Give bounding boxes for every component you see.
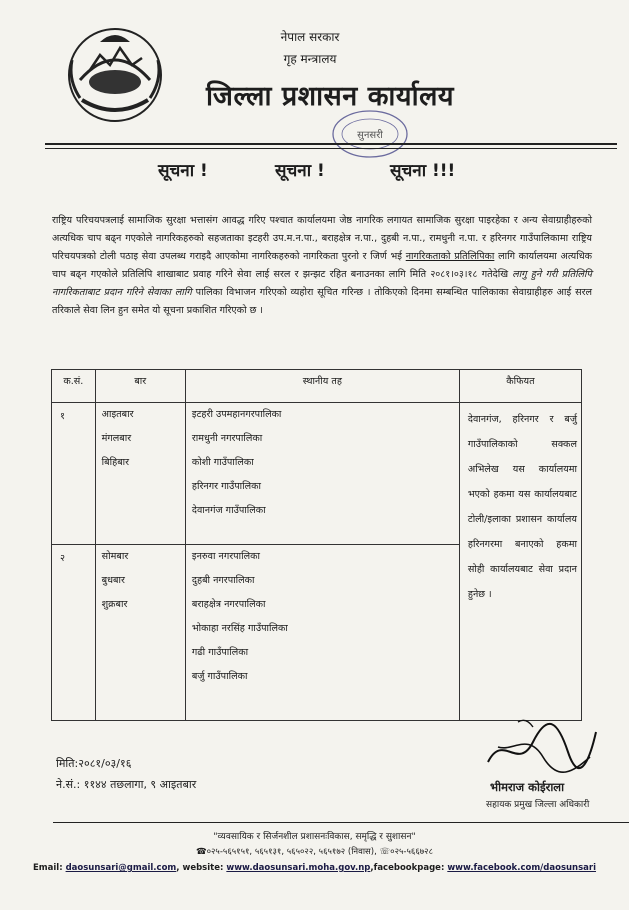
website-link[interactable]: www.daosunsari.moha.gov.np — [226, 863, 371, 873]
nepal-emblem-icon — [60, 20, 170, 130]
header-rule — [45, 143, 617, 145]
facebook-label: ,facebookpage: — [370, 863, 448, 873]
body-text-3: पालिका विभाजन गरिएको व्यहोरा सूचित गरिन्छ । तोकिएको दिनमा सम्बन्धित पालिकाका सेवाग्राहीहरु आई सरल तरिकाले सेवा लिन हुन समेत यो सूचना प्रकाशित गरिएको छ । — [52, 287, 592, 316]
office-stamp-icon — [330, 108, 410, 160]
email-link[interactable]: daosunsari@gmail.com — [65, 863, 177, 873]
unit-item: इटहरी उपमहानगरपालिका — [191, 409, 282, 420]
unit-item: बर्जु गाउँपालिका — [191, 671, 248, 682]
signatory-name: भीमराज कोईराला — [490, 780, 565, 794]
website-label: , website: — [176, 863, 227, 873]
notice-body — [52, 212, 592, 320]
nepal-sambat-date: ने.सं.: ११४४ तछलागा, ९ आइतबार — [56, 778, 197, 791]
day-item: मंगलबार — [101, 433, 132, 444]
office-title: जिल्ला प्रशासन कार्यालय — [205, 81, 455, 112]
table-row — [52, 403, 582, 545]
row-sn: १ — [52, 403, 96, 545]
body-underlined: नागरिकताको प्रतिलिपिका — [405, 251, 495, 262]
day-item: बुधबार — [101, 575, 125, 586]
row-units — [185, 403, 459, 545]
unit-item: रामधुनी नगरपालिका — [191, 433, 263, 444]
col-header-day: बार — [95, 370, 185, 403]
row-sn: २ — [52, 545, 96, 721]
notice-heading-3: सूचना !!! — [390, 161, 456, 181]
row-units — [185, 545, 459, 721]
unit-item: दुहबी नगरपालिका — [191, 575, 255, 586]
row-days — [95, 545, 185, 721]
signatory-title: सहायक प्रमुख जिल्ला अधिकारी — [486, 800, 590, 810]
body-text-1: राष्ट्रिय परिचयपत्रलाई सामाजिक सुरक्षा भत्तासंग आवद्ध गरिए पश्चात कार्यालयमा जेष्ठ नागरिक लगायत सामाजिक सुरक्षा पाइरहेका र अन्य सेवाग्राहीहरुको अत्यधिक चाप बढ्न गएकोले नागरिकहरुको सहजताका इटहरी उप.म.न.पा., बराहक्षेत्र न.पा., दुहबी न.पा., रामधुनी न.पा. र हरिनगर गाउँपालिकामा राष्ट्रिय परिचयपत्रको टोली पठाइ सेवा उपलब्ध गराइदै आएकोमा नागरिकहरुको नागरिकता पुरनो र जिर्ण भई — [52, 215, 592, 262]
remarks-cell: देवानगंज, हरिनगर र बर्जु गाउँपालिकाको सक्कल अभिलेख यस कार्यालयमा भएको हकमा यस कार्यालयबाट टोली/इलाका प्रशासन कार्यालय हरिनगरमा बनाएको हकमा सोही कार्यालयबाट सेवा प्रदान हुनेछ । — [459, 403, 581, 721]
day-item: सोमबार — [101, 551, 129, 562]
col-header-sn: क.सं. — [52, 370, 96, 403]
body-italic: लागु हुने गरी प्रतिलिपि नागरिकताबाट प्रदान गरिने सेवाका लागि — [52, 269, 592, 298]
day-item: शुक्रबार — [101, 599, 128, 610]
footer-rule — [53, 822, 629, 823]
ministry-title: गृह मन्त्रालय — [283, 52, 337, 66]
day-item: बिहिबार — [101, 457, 130, 468]
footer-phones: ☎०२५-५६५१५१, ५६५१३१, ५६५०२२, ५६५१७२ (निवास), ☏०२५-५६६७२८ — [195, 847, 433, 857]
footer-motto: "व्यवसायिक र सिर्जनशील प्रशासनःविकास, समृद्धि र सुशासन" — [213, 832, 416, 842]
unit-item: कोशी गाउँपालिका — [191, 457, 254, 468]
footer-contacts — [0, 863, 629, 873]
signature-icon — [478, 712, 603, 780]
govt-title: नेपाल सरकार — [280, 30, 340, 44]
facebook-link[interactable]: www.facebook.com/daosunsari — [447, 863, 597, 873]
header-rule-thin — [45, 148, 617, 149]
row-days — [95, 403, 185, 545]
col-header-local-unit: स्थानीय तह — [185, 370, 459, 403]
schedule-table — [51, 369, 582, 721]
unit-item: गढी गाउँपालिका — [191, 647, 249, 658]
stamp-text: सुनसरी — [357, 130, 383, 141]
notice-heading-2: सूचना ! — [275, 161, 325, 181]
col-header-remarks: कैफियत — [459, 370, 581, 403]
email-label: Email: — [32, 863, 66, 873]
unit-item: बराहक्षेत्र नगरपालिका — [191, 599, 266, 610]
unit-item: भोकाहा नरसिंह गाउँपालिका — [191, 623, 288, 634]
unit-item: देवानगंज गाउँपालिका — [191, 505, 266, 516]
unit-item: हरिनगर गाउँपालिका — [191, 481, 261, 492]
unit-item: इनरुवा नगरपालिका — [191, 551, 260, 562]
day-item: आइतबार — [101, 409, 134, 420]
issue-date: मिति:२०८१/०३/१६ — [56, 757, 132, 770]
notice-heading-1: सूचना ! — [158, 161, 208, 181]
body-text-2: लागि कार्यालयमा अत्यधिक चाप बढ्न गएकोले प्रतिलिपि शाखाबाट प्रवाह गरिने सेवा लाई सरल र झन्झट रहित बनाउनका लागि मिति २०८१।०३।१८ गतेदेखि — [52, 251, 592, 280]
